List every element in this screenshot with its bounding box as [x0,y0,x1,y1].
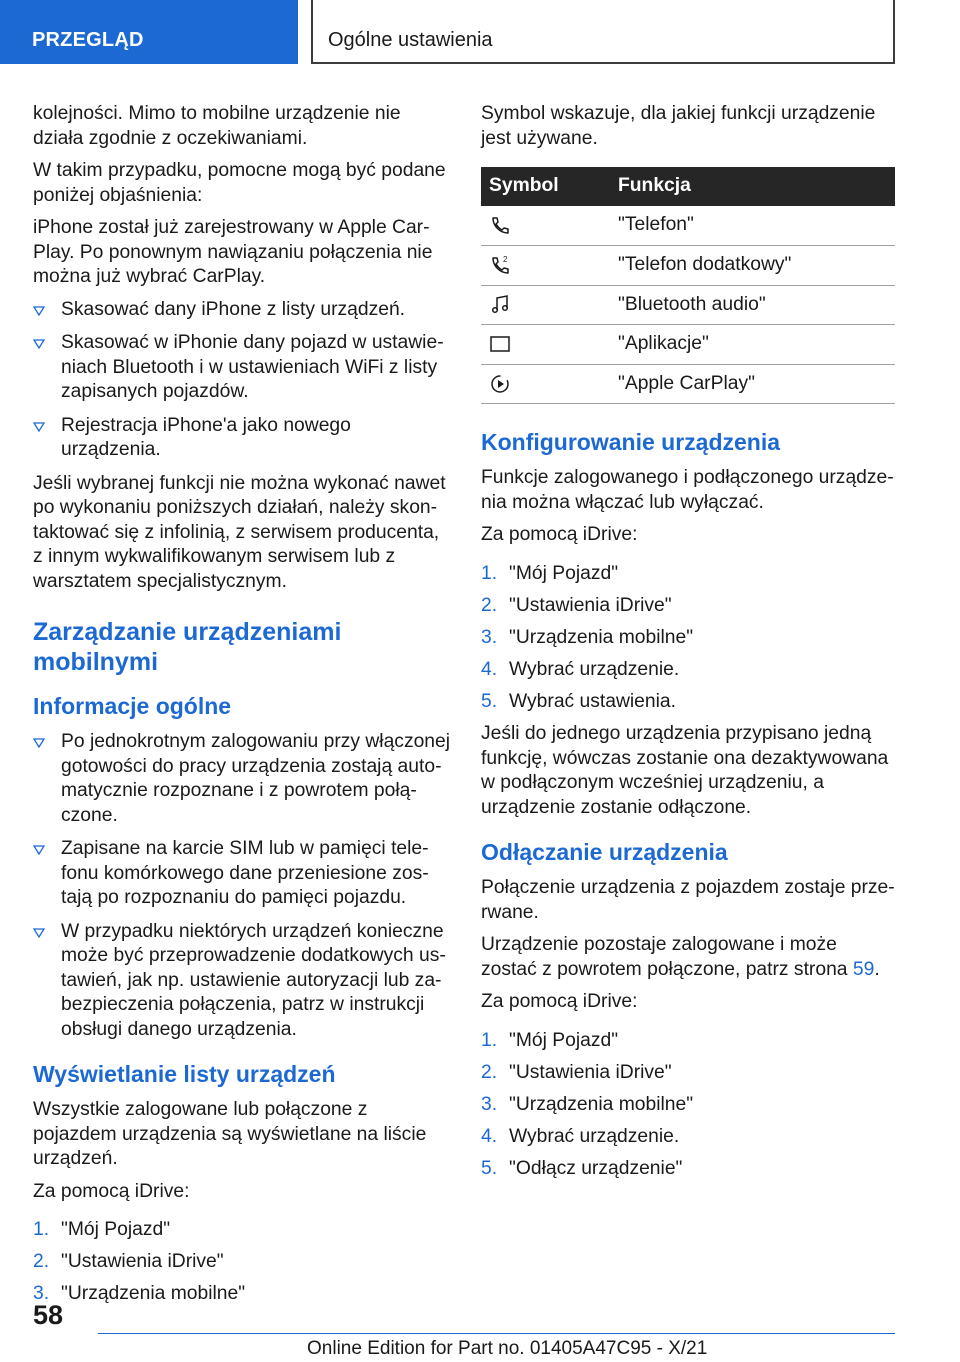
list-item: 4. Wybrać urządzenie. [481,1126,680,1148]
bullet-item: Skasować w iPhonie dany pojazd w ustawieniach Bluetooth i w ustawieniach WiFi z listy zapisanych pojazdów. [33,331,451,405]
list-item: 2. "Ustawienia iDrive" [481,1061,672,1083]
table-row [481,206,895,246]
list-item: 2. "Ustawienia iDrive" [481,594,672,616]
list-item: 4. Wybrać urządzenie. [481,658,680,680]
bullet-item: W przypadku niektórych urządzeń konieczne może być przeprowadzenie dodatkowych ustawień, jak np. ustawienie autoryzacji lub zabezpieczenia połączenia, patrz w instrukcji obsługi danego urządzenia. [33,920,451,1043]
heading-device-list: Wyświetlanie listy urządzeń [33,1061,336,1087]
list-item: 1. "Mój Pojazd" [481,562,619,584]
paragraph: Za pomocą iDrive: [481,524,638,545]
music-note-icon [489,294,511,316]
page-number: 58 [33,1300,64,1330]
paragraph: kolejności. Mimo to mobilne urządzenie nie działa zgodnie z oczekiwaniami. [33,103,401,149]
table-cell: "Bluetooth audio" [618,285,895,325]
triangle-bullet-icon [33,928,45,938]
section-tab [0,0,298,64]
left-column [33,102,451,1315]
paragraph: iPhone został już zarejestrowany w Apple CarPlay. Po ponownym nawiązaniu połączenia nie można już wybrać CarPlay. [33,217,433,287]
heading-configure-device: Konfigurowanie urządzenia [481,429,781,455]
list-item: 3. "Urządzenia mobilne" [481,626,694,648]
triangle-bullet-icon [33,306,45,316]
paragraph: Symbol wskazuje, dla jakiej funkcji urządzenie jest używane. [481,103,876,149]
table-header: Symbol [481,167,618,206]
numbered-list [481,1029,895,1182]
list-item: 2. "Ustawienia iDrive" [33,1251,224,1273]
table-header: Funkcja [618,167,895,206]
bullet-item: Zapisane na karcie SIM lub w pamięci telefonu komórkowego dane przeniesione zostają po rozpoznaniu do pamięci pojazdu. [33,837,451,911]
phone-secondary-icon [489,254,511,276]
list-item: 5. "Odłącz urządzenie" [481,1158,683,1180]
paragraph: W takim przypadku, pomocne mogą być podane poniżej objaśnienia: [33,160,446,206]
heading-general-info: Informacje ogólne [33,693,232,719]
table-row [481,285,895,325]
numbered-list [481,562,895,715]
bullet-item: Rejestracja iPhone'a jako nowego urządzenia. [33,414,451,463]
section-title: PRZEGLĄD [32,29,144,51]
triangle-bullet-icon [33,845,45,855]
table-header-row [481,167,895,206]
triangle-bullet-icon [33,422,45,432]
svg-text:2: 2 [503,255,508,265]
apps-icon [489,333,511,355]
bullet-item: Po jednokrotnym zalogowaniu przy włączonej gotowości do pracy urządzenia zostają automatycznie rozpoznane i z powrotem połączone. [33,730,451,828]
list-item: 3. "Urządzenia mobilne" [33,1283,246,1305]
paragraph: Jeśli wybranej funkcji nie można wykonać nawet po wykonaniu poniższych działań, należy skontaktować się z infolinią, z serwisem producenta, z innym wykwalifikowanym serwisem lub z warsztatem specjalistycznym. [33,472,446,592]
phone-icon [489,215,511,237]
table-row [481,364,895,404]
bullet-list [33,730,451,1042]
list-item: 3. "Urządzenia mobilne" [481,1094,694,1116]
paragraph: Jeśli do jednego urządzenia przypisano jedną funkcję, wówczas zostanie ona dezaktywowana w podłączonym wcześniej urządzeniu, a urządzenie zostanie odłączone. [481,723,889,818]
list-item: 1. "Mój Pojazd" [33,1219,171,1240]
heading-mobile-devices: Zarządzanie urządzeniami mobilnymi [33,618,342,676]
table-cell: "Telefon dodatkowy" [618,246,895,286]
paragraph: Wszystkie zalogowane lub połączone z pojazdem urządzenia są wyświetlane na liście urządzeń. [33,1099,427,1169]
chapter-title: Ogólne ustawienia [328,29,493,51]
symbol-table [481,167,895,404]
paragraph: Urządzenie pozostaje zalogowane i może zostać z powrotem połączone, patrz strona 59. [481,934,880,980]
paragraph: Połączenie urządzenia z pojazdem zostaje przerwane. [481,877,895,923]
table-cell: "Aplikacje" [618,325,895,365]
table-row [481,325,895,365]
table-cell: "Apple CarPlay" [618,364,895,404]
chapter-tab [311,0,895,64]
right-column [481,102,895,1190]
list-item: 5. Wybrać ustawienia. [481,690,676,712]
triangle-bullet-icon [33,738,45,748]
footer-divider [98,1333,895,1334]
bullet-list [33,298,451,463]
footer-edition: Online Edition for Part no. 01405A47C95 - X/21 [307,1338,708,1359]
paragraph: Za pomocą iDrive: [33,1180,190,1202]
paragraph: Za pomocą iDrive: [481,991,638,1013]
table-row [481,246,895,286]
table-cell: "Telefon" [618,206,895,246]
page-link[interactable]: 59 [852,958,875,980]
list-item: 1. "Mój Pojazd" [481,1029,619,1051]
triangle-bullet-icon [33,339,45,349]
heading-disconnect-device: Odłączanie urządzenia [481,839,728,866]
paragraph: Funkcje zalogowanego i podłączonego urządzenia można włączać lub wyłączać. [481,467,894,513]
bullet-item: Skasować dany iPhone z listy urządzeń. [33,298,451,323]
numbered-list [33,1218,451,1307]
carplay-icon [489,373,511,395]
